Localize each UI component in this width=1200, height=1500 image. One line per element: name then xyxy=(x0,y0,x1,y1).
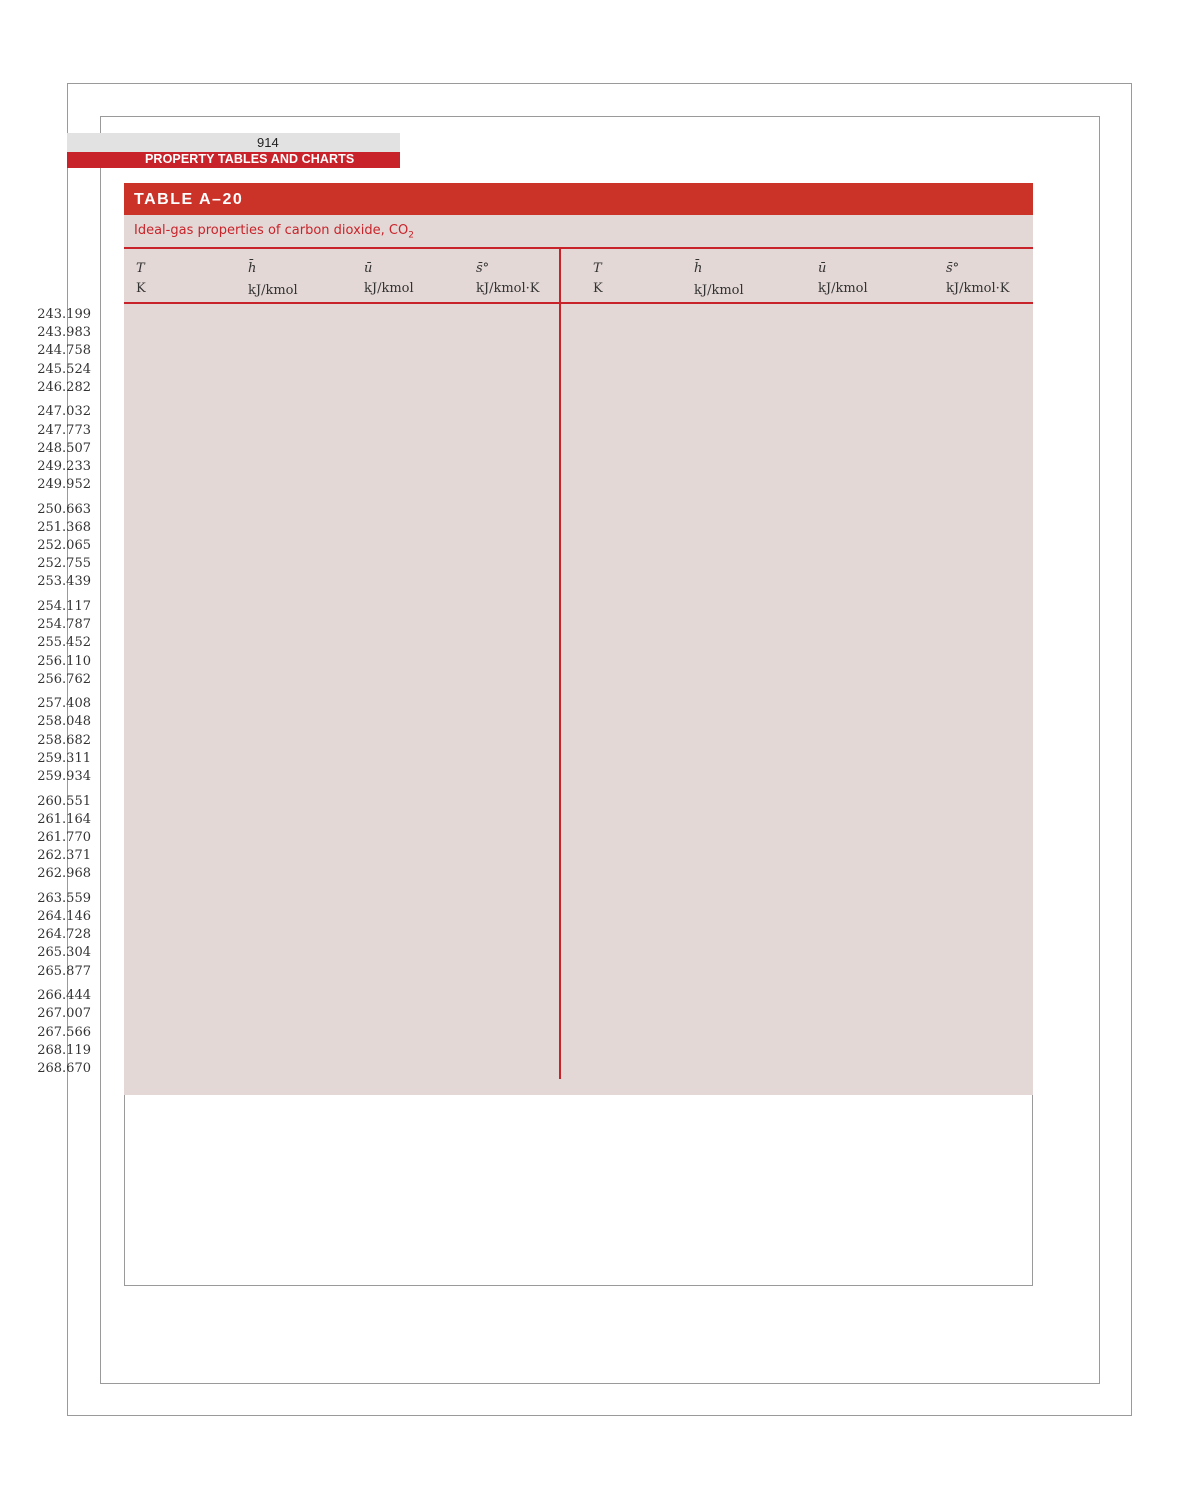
cell-right-s: 263.559 xyxy=(37,890,91,906)
cell-right-s: 258.048 xyxy=(37,714,91,730)
table-caption xyxy=(134,223,414,241)
cell-right-s: 252.065 xyxy=(37,538,91,553)
header-right-u-symbol: ū xyxy=(818,261,827,276)
cell-right-s: 243.199 xyxy=(37,307,91,322)
cell-right-s: 254.117 xyxy=(37,598,91,614)
cell-right-s: 267.007 xyxy=(37,1006,91,1022)
header-bottom-rule xyxy=(124,302,1033,304)
cell-right-s: 260.551 xyxy=(37,793,91,809)
cell-right-s: 265.877 xyxy=(37,963,91,979)
caption-subscript: 2 xyxy=(408,230,414,241)
cell-right-s: 251.368 xyxy=(37,519,91,535)
header-left-h-symbol: h̄ xyxy=(248,261,257,276)
cell-right-s: 249.233 xyxy=(37,458,91,474)
header-left-t-unit: K xyxy=(136,281,146,296)
cell-right-s: 252.755 xyxy=(37,556,91,572)
cell-right-s: 268.119 xyxy=(37,1042,91,1058)
cell-right-s: 255.452 xyxy=(37,635,91,651)
cell-right-s: 259.311 xyxy=(37,750,91,766)
cell-right-s: 264.146 xyxy=(37,909,91,924)
page-number: 914 xyxy=(257,135,279,150)
cell-right-s: 261.770 xyxy=(37,829,91,845)
cell-right-s: 262.371 xyxy=(37,848,91,864)
cell-right-s: 266.444 xyxy=(37,988,91,1004)
header-left-s-unit: kJ/kmol·K xyxy=(476,281,540,296)
table-title: TABLE A–20 xyxy=(134,191,244,208)
section-title-band xyxy=(67,152,400,168)
header-right-t-symbol: T xyxy=(593,261,602,276)
cell-right-s: 259.934 xyxy=(37,769,91,784)
cell-right-s: 256.110 xyxy=(37,653,91,669)
header-right-t-unit: K xyxy=(593,281,603,296)
cell-right-s: 264.728 xyxy=(37,927,91,943)
cell-right-s: 257.408 xyxy=(37,696,91,712)
header-left-s-symbol: s̄° xyxy=(476,261,490,276)
cell-right-s: 243.983 xyxy=(37,325,91,341)
cell-right-s: 253.439 xyxy=(37,574,91,590)
cell-right-s: 262.968 xyxy=(37,866,91,882)
cell-right-s: 267.566 xyxy=(37,1024,91,1040)
table-panel xyxy=(37,215,1033,1095)
cell-right-s: 268.670 xyxy=(37,1060,91,1076)
caption-text: Ideal-gas properties of carbon dioxide, CO xyxy=(134,223,409,238)
cell-right-s: 246.282 xyxy=(37,379,91,395)
header-right-h-unit: kJ/kmol xyxy=(694,283,744,298)
cell-right-s: 244.758 xyxy=(37,343,91,359)
cell-right-s: 258.682 xyxy=(37,732,91,748)
header-left-t-symbol: T xyxy=(136,261,145,276)
header-right-s-unit: kJ/kmol·K xyxy=(946,281,1010,296)
section-title: PROPERTY TABLES AND CHARTS xyxy=(145,152,355,166)
cell-right-s: 261.164 xyxy=(37,811,91,827)
header-left-u-unit: kJ/kmol xyxy=(364,281,414,296)
column-divider xyxy=(559,249,561,1079)
cell-right-s: 247.773 xyxy=(37,422,91,438)
cell-right-s: 256.762 xyxy=(37,671,91,687)
cell-right-s: 254.787 xyxy=(37,617,91,633)
cell-right-s: 248.507 xyxy=(37,440,91,456)
cell-right-s: 250.663 xyxy=(37,501,91,517)
cell-right-s: 245.524 xyxy=(37,361,91,377)
page-number-band xyxy=(67,133,400,152)
cell-right-s: 247.032 xyxy=(37,404,91,420)
header-left-u-symbol: ū xyxy=(364,261,373,276)
header-top-rule xyxy=(124,247,1033,249)
cell-right-s: 249.952 xyxy=(37,477,91,493)
header-right-s-symbol: s̄° xyxy=(946,261,960,276)
header-left-h-unit: kJ/kmol xyxy=(248,283,298,298)
table-title-bar xyxy=(124,183,1033,215)
header-right-h-symbol: h̄ xyxy=(694,261,703,276)
running-header xyxy=(67,133,400,168)
header-right-u-unit: kJ/kmol xyxy=(818,281,868,296)
cell-right-s: 265.304 xyxy=(37,945,91,961)
